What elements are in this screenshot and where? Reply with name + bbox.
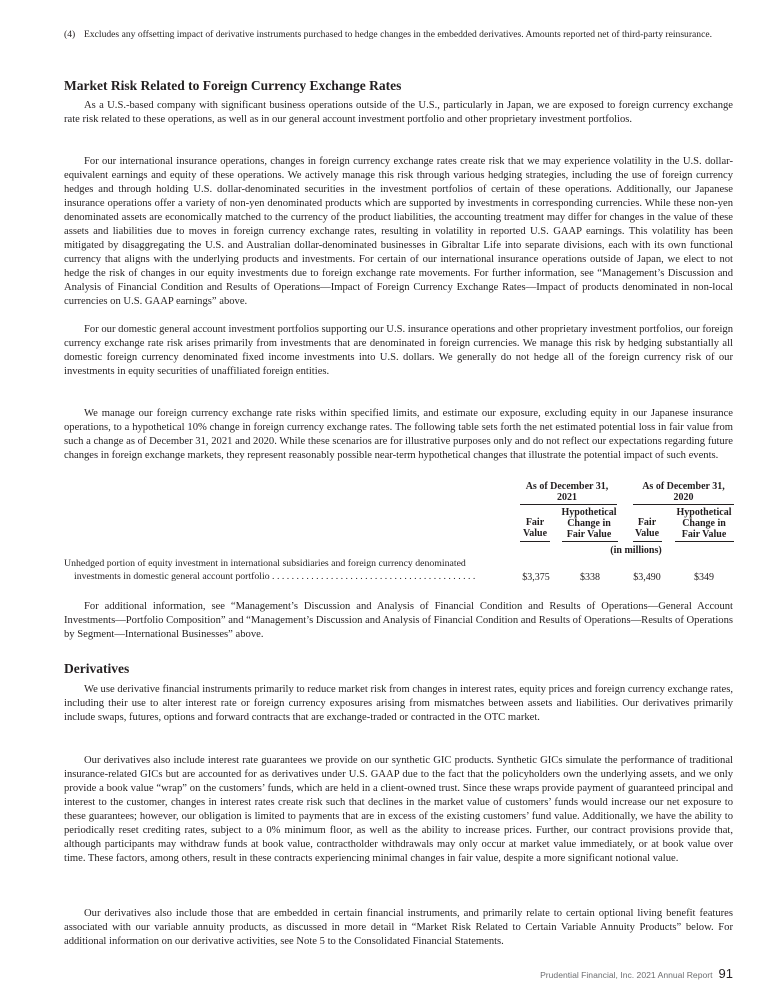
group-rule (633, 504, 734, 505)
column-header-hypothetical-2020 (674, 507, 734, 540)
column-rule (633, 541, 662, 542)
cell-hypothetical-2020: $349 (694, 572, 714, 583)
group-header-line: As of December 31, (525, 481, 609, 492)
column-rule (520, 541, 550, 542)
group-header-2020 (632, 481, 735, 503)
column-header-line: Change in (567, 518, 611, 529)
column-header-line: Hypothetical (676, 507, 732, 518)
column-header-line: Value (522, 528, 548, 539)
column-rule (675, 541, 734, 542)
section-heading-derivatives: Derivatives (64, 661, 130, 676)
footnote-text: Excludes any offsetting impact of derivative instruments purchased to hedge changes in the embedded derivatives. Amounts reported net of third-party reinsurance. (84, 29, 713, 40)
column-header-line: Change in (682, 518, 726, 529)
paragraph: Our derivatives also include those that are embedded in certain financial instruments, and primarily relate to certain optional living benefit features associated with our variable annuity products, as discussed in more detail in “Market Risk Related to Certain Variable Annuity Products” below. For additional information on our derivative activities, see Note 5 to the Consolidated Financial Statements. (64, 908, 733, 947)
footnote-number: (4) (64, 29, 76, 40)
column-header-line: Fair (637, 517, 657, 528)
paragraph: As a U.S.-based company with significant business operations outside of the U.S., particularly in Japan, we are exposed to foreign currency exchange rate risk related to these operations, as well as in our general account investment portfolio and other proprietary investment portfolios. (64, 100, 733, 125)
units-label: (in millions) (610, 545, 662, 556)
paragraph: For additional information, see “Management’s Discussion and Analysis of Financial Condition and Results of Operations—General Account Investments—Portfolio Composition” and “Management’s Discussion and Analysis of Financial Condition and Results of Operations—Results of Operations by Segment—International Businesses” above. (64, 601, 733, 640)
paragraph: We use derivative financial instruments primarily to reduce market risk from changes in interest rates, equity prices and foreign currency exchange rates, including their use to alter interest rate or foreign currency exposures arising from mismatches between assets and liabilities. Our derivatives primarily include swaps, futures, options and forward contracts that are exchange-traded or contracted in the OTC market. (64, 684, 733, 723)
group-header-2021 (516, 481, 618, 503)
cell-fair-value-2021: $3,375 (522, 572, 550, 583)
publication-name: Prudential Financial, Inc. 2021 Annual Report (540, 970, 713, 980)
paragraph: Our derivatives also include interest rate guarantees we provide on our synthetic GIC products. Synthetic GICs simulate the performance of traditional insurance-related GICs but are accounted for as derivatives under U.S. GAAP due to the fact that the policyholders own the underlying assets, and we only provide a book value “wrap” on the customers’ funds, which are held in a client-owned trust. Since these wraps provide payment of guaranteed principal and interest to the customer, changes in interest rates create risk such that declines in the market value of customers’ funds would increase our net exposure to these guarantees; however, our obligation is limited to payments that are in excess of the existing customers’ fund value. Additionally, we have the ability to periodically reset crediting rates, subject to a 0% minimum floor, as well as the ability to increase prices. Further, our contract provisions provide that, although participants may withdraw funds at book value, contractholder withdrawals may only occur at market value immediately, or at book value over time. These factors, among others, result in these contracts experiencing minimal changes in fair value, despite a more significant notional value. (64, 755, 733, 864)
group-rule (520, 504, 617, 505)
footnote-4 (64, 28, 733, 41)
page-number: 91 (718, 966, 733, 981)
column-header-hypothetical-2021 (561, 507, 617, 540)
paragraph: We manage our foreign currency exchange rate risks within specified limits, and estimate our exposure, excluding equity in our Japanese insurance operations, to a hypothetical 10% change in foreign currency exchange rates. The following table sets forth the net estimated potential loss in fair value from such a change as of December 31, 2021 and 2020. While these scenarios are for illustrative purposes only and do not reflect our expectations regarding future changes in foreign exchange markets, they represent reasonably possible near-term hypothetical changes that illustrate the potential impact of such events. (64, 408, 733, 461)
group-header-line: 2020 (673, 492, 694, 503)
section-heading-fx-risk: Market Risk Related to Foreign Currency Exchange Rates (64, 78, 402, 93)
cell-hypothetical-2021: $338 (580, 572, 600, 583)
group-header-line: 2021 (557, 492, 577, 503)
column-header-line: Fair Value (566, 529, 612, 540)
row-label-line: investments in domestic general account portfolio . . . . . . . . . . . . . . . . . . . . . . . . . . . . . . . . . . . . . . . . . . (74, 571, 476, 582)
column-header-line: Hypothetical (561, 507, 617, 518)
column-header-line: Fair (525, 517, 545, 528)
paragraph: For our domestic general account investment portfolios supporting our U.S. insurance operations and other proprietary investment portfolios, our foreign currency exchange rate risk arises primarily from investments that are denominated in foreign currencies. We manage this risk by hedging substantially all domestic foreign currency denominated fixed income investments into U.S. dollars. We generally do not hedge all of the foreign currency risk of our investments in equity securities of unaffiliated foreign entities. (64, 324, 733, 377)
column-header-line: Value (634, 528, 660, 539)
row-label-line: Unhedged portion of equity investment in international subsidiaries and foreign currency denominated (64, 558, 466, 569)
column-header-fair-value-2020 (632, 517, 662, 539)
group-header-line: As of December 31, (642, 481, 725, 492)
column-header-fair-value-2021 (520, 517, 550, 539)
page-footer (500, 966, 733, 981)
table-row-label (64, 557, 524, 583)
cell-fair-value-2020: $3,490 (633, 572, 661, 583)
column-rule (562, 541, 618, 542)
paragraph: For our international insurance operations, changes in foreign currency exchange rates create risk that we may experience volatility in the U.S. dollar-equivalent earnings and equity of these operations. We actively manage this risk through various hedging strategies, including the use of foreign currency hedges and through holding U.S. dollar-denominated securities in the investment portfolios of certain of these operations. Additionally, our Japanese insurance operations offer a variety of non-yen denominated products which are supported by investments in corresponding currencies. While these non-yen denominated assets are economically matched to the currency of the product liabilities, the accounting treatment may differ for changes in the value of these assets and liabilities due to moves in foreign currency exchange rates, resulting in volatility in reported U.S. GAAP earnings. This volatility has been mitigated by disaggregating the U.S. and Australian dollar-denominated businesses in Gibraltar Life into separate divisions, each with its own functional currency that aligns with the underlying products and investments. For certain of our international insurance operations outside of Japan, we elect to not hedge the risk of changes in our equity investments due to foreign exchange rate movements. For further information, see “Management’s Discussion and Analysis of Financial Condition and Results of Operations—Impact of Foreign Currency Exchange Rates—Impact of products denominated in non-local currencies on U.S. GAAP earnings” above. (64, 156, 733, 307)
column-header-line: Fair Value (681, 529, 727, 540)
